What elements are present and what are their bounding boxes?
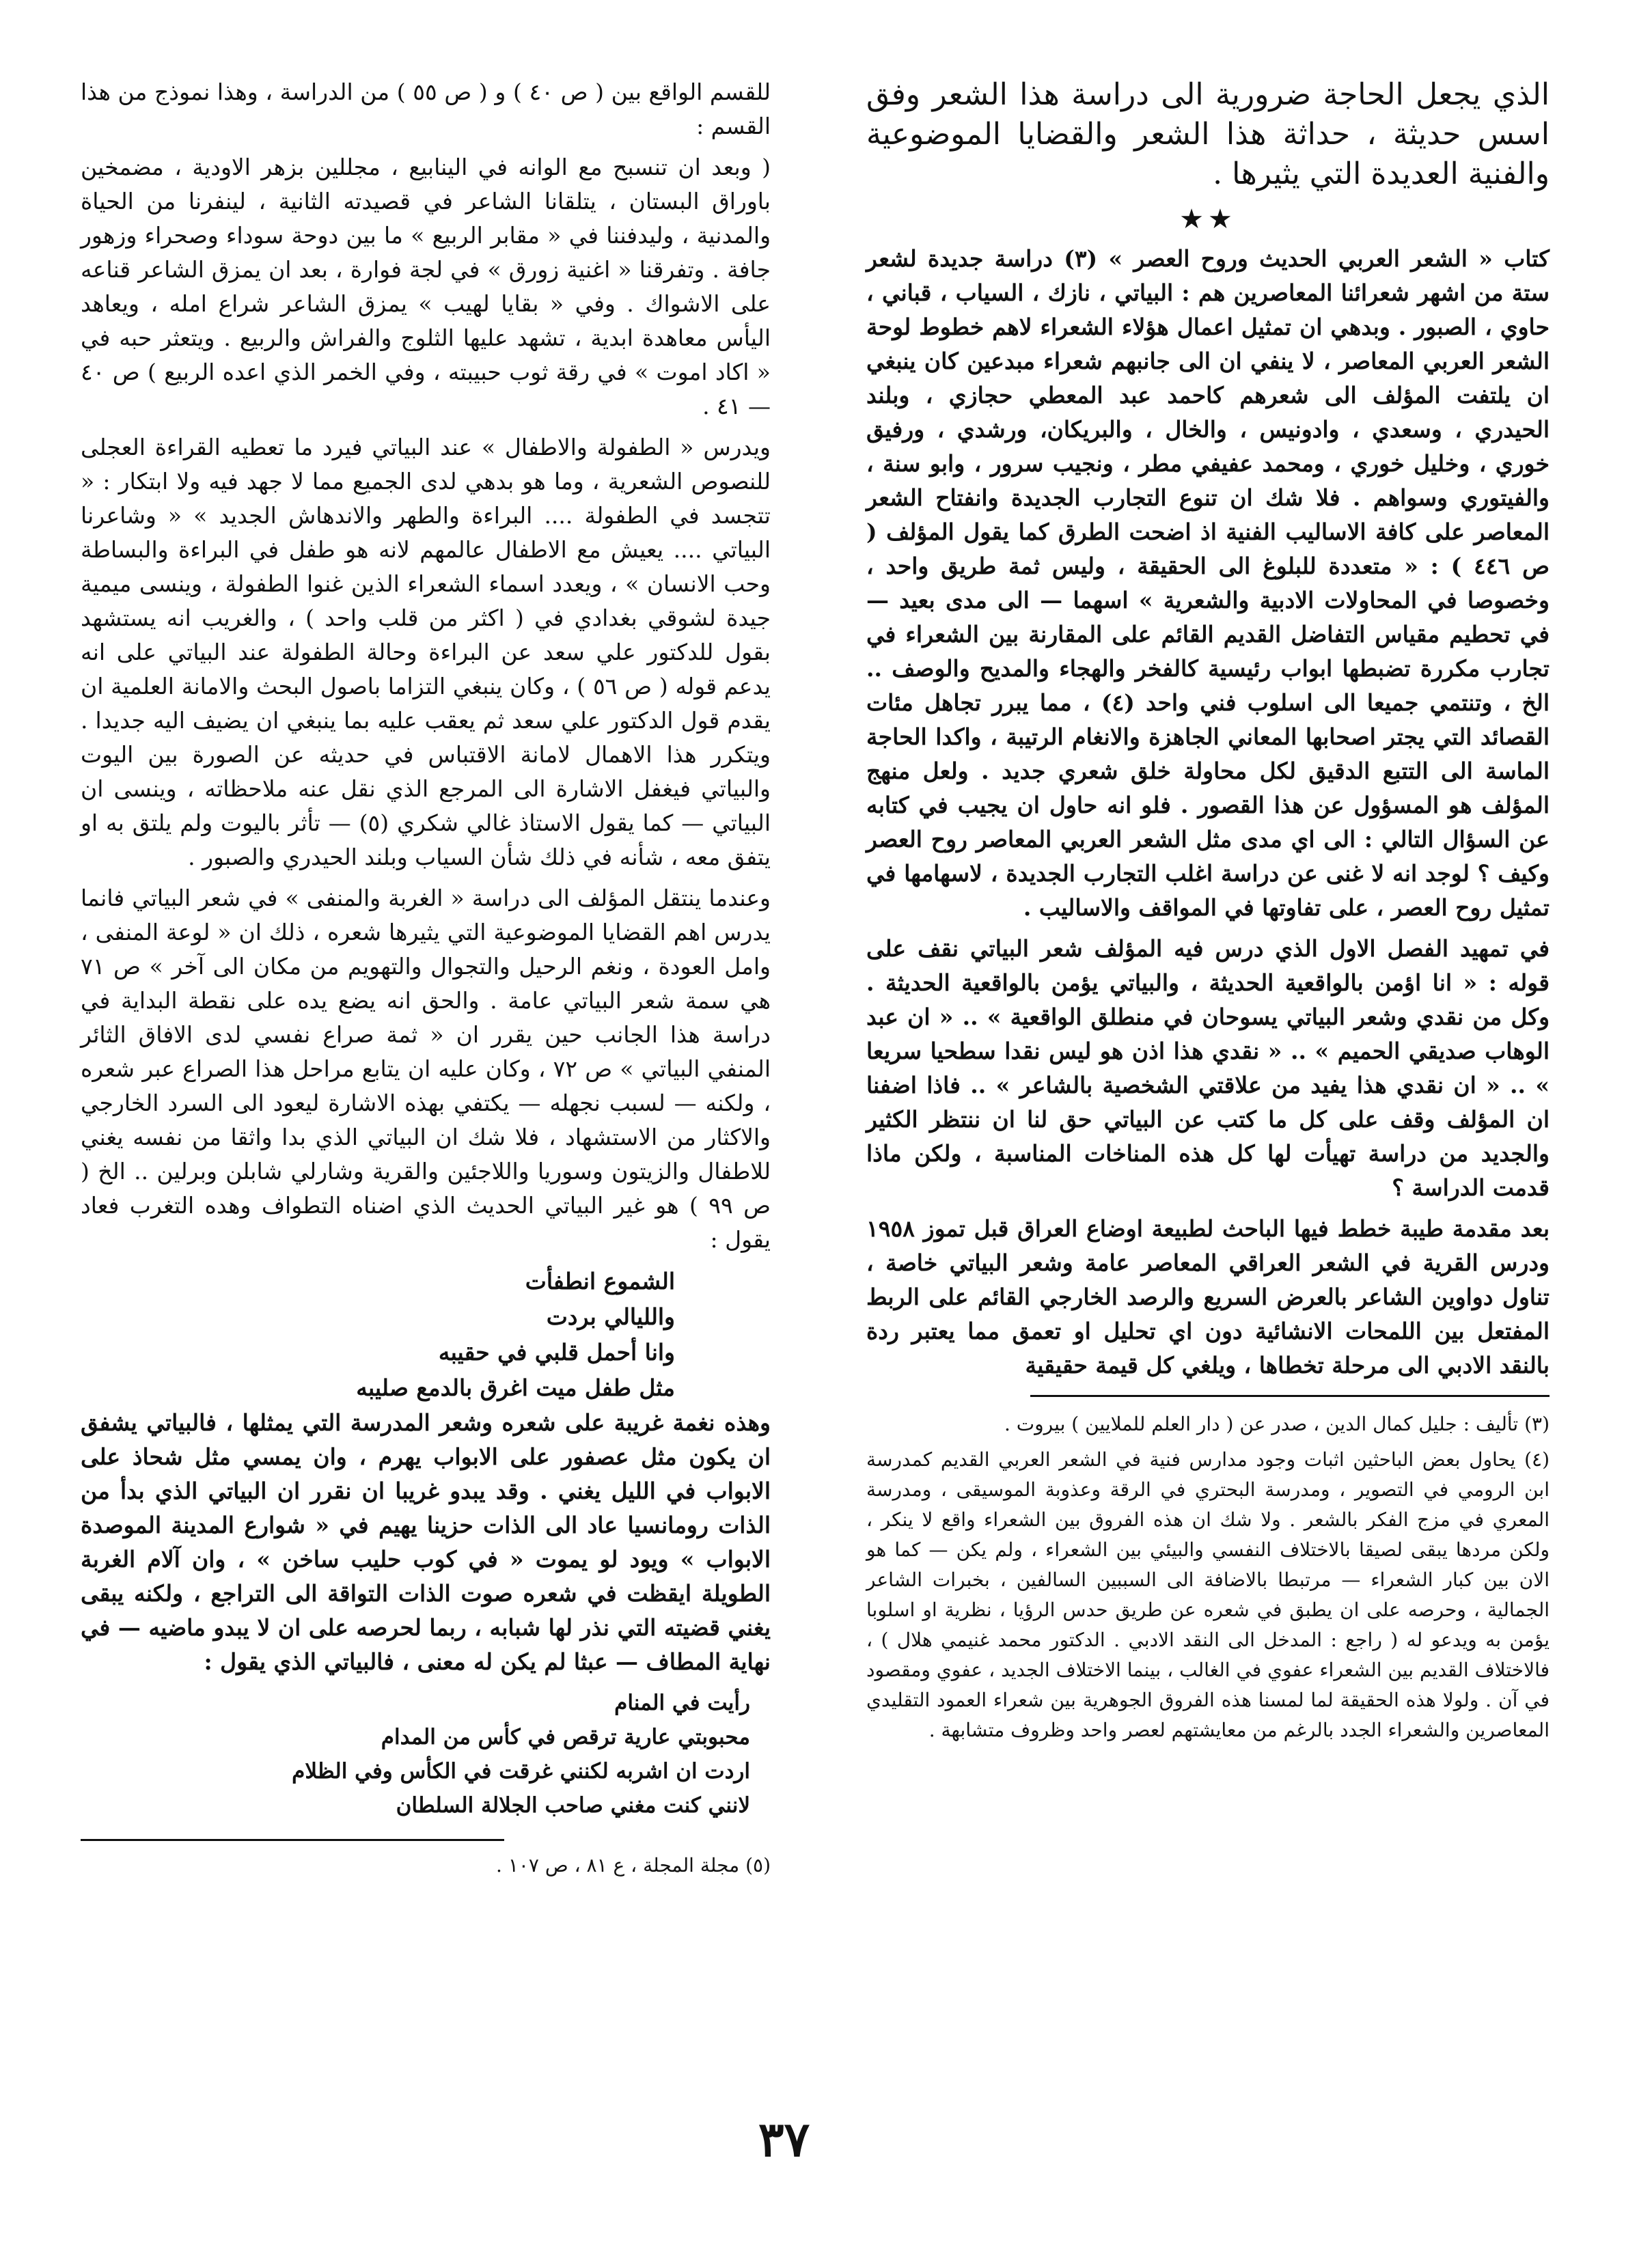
body-paragraph: وعندما ينتقل المؤلف الى دراسة « الغربة والمنفى » في شعر البياتي فانما يدرس اهم القضايا الموضوعية التي يثيرها شعره ، ذلك ان « لوعة المنفى ، وامل العودة ، ونغم الرحيل والتجوال والتهويم من مكان الى آخر » ص ٧١ هي سمة شعر البياتي عامة . والحق انه يضع يده على نقطة البداية في دراسة هذا الجانب حين يقرر ان « ثمة صراع نفسي لدى الافاق الثائر المنفي البياتي » ص ٧٢ ، وكان عليه ان يتابع مراحل هذا الصراع عبر شعره ، ولكنه — لسبب نجهله — يكتفي بهذه الاشارة ليعود الى السرد الخارجي والاكثار من الاستشهاد ، فلا شك ان البياتي الذي بدا واثقا من نفسه يغني للاطفال والزيتون وسوريا واللاجئين والقرية وشارلي شابلن وبرلين .. الخ ( ص ٩٩ ) هو غير البياتي الحديث الذي اضناه التطواف وهده التغرب فعاد يقول : [81, 885, 771, 1253]
section-separator: ★★ [1179, 204, 1237, 235]
footnote-divider [1030, 1395, 1550, 1397]
body-paragraph: بعد مقدمة طيبة خطط فيها الباحث لطبيعة اوضاع العراق قبل تموز ١٩٥٨ ودرس القرية في الشعر العراقي المعاصر عامة وشعر البياتي خاصة ، تناول دواوين الشاعر بالعرض السريع والرصد الخارجي القائم على الربط المفتعل بين اللمحات الانشائية دون اي تحليل او تعمق مما يعتبر ردة بالنقد الادبي الى مرحلة تخطاها ، ويلغي كل قيمة حقيقية [866, 1215, 1550, 1379]
footnote: (٣) تأليف : جليل كمال الدين ، صدر عن ( دار العلم للملايين ) بيروت . [1004, 1413, 1550, 1435]
verse-line: وانا أحمل قلبي في حقيبه [438, 1339, 675, 1366]
page-number: ٣٧ [758, 2111, 810, 2168]
verse-line: رأيت في المنام [614, 1691, 750, 1715]
verse-line: مثل طفل ميت اغرق بالدمع صليبه [356, 1374, 675, 1401]
body-paragraph: ويدرس « الطفولة والاطفال » عند البياتي فيرد ما تعطيه القراءة العجلى للنصوص الشعرية ، وما هو بدهي لدى الجميع مما لا جهد فيه ولا ابتكار : « تتجسد في الطفولة .... البراءة والطهر والاندهاش الجديد » « وشاعرنا البياتي .... يعيش مع الاطفال عالمهم لانه هو طفل في البراءة والبساطة وحب الانسان » ، ويعدد اسماء الشعراء الذين غنوا الطفولة ، وينسى ميمية جيدة لشوقي بغدادي في ( اكثر من قلب واحد ) ، والغريب انه يستشهد بقول للدكتور علي سعد عن البراءة وحالة الطفولة عند البياتي على انه يدعم قوله ( ص ٥٦ ) ، وكان ينبغي التزاما باصول البحث والامانة العلمية ان يقدم قول الدكتور علي سعد ثم يعقب عليه بما ينبغي ان يضيف اليه جديدا . ويتكرر هذا الاهمال لامانة الاقتباس في حديثه عن الصورة بين اليوت والبياتي فيغفل الاشارة الى المرجع الذي نقل عنه ملاحظاته ، وينسى ان البياتي — كما يقول الاستاذ غالي شكري (٥) — تأثر باليوت ولم يلتق به او يتفق معه ، شأنه في ذلك شأن السياب وبلند الحيدري والصبور . [81, 434, 771, 870]
left-column [81, 75, 771, 1886]
poem-excerpt [81, 1264, 771, 1406]
verse-line: الشموع انطفأت [525, 1268, 675, 1295]
body-paragraph: في تمهيد الفصل الاول الذي درس فيه المؤلف شعر البياتي نقف على قوله : « انا اؤمن بالواقعية الحديثة ، والبياتي يؤمن بالواقعية الحديثة . وكل من نقدي وشعر البياتي يسوحان في منطلق الواقعية » .. « ان عبد الوهاب صديقي الحميم » .. « نقدي هذا اذن هو ليس نقدا سطحيا سريعا » .. « ان نقدي هذا يفيد من علاقتي الشخصية بالشاعر » .. فاذا اضفنا ان المؤلف وقف على كل ما كتب عن البياتي حق لنا ان ننتظر الكثير والجديد من دراسة تهيأت لها كل هذه المناخات المناسبة ، ولكن ماذا قدمت الدراسة ؟ [866, 935, 1550, 1201]
poem-excerpt [81, 1686, 771, 1823]
verse-line: لانني كنت مغني صاحب الجلالة السلطان [396, 1793, 750, 1818]
footnote-divider [81, 1839, 504, 1841]
intro-text: الذي يجعل الحاجة ضرورية الى دراسة هذا الشعر وفق اسس حديثة ، حداثة هذا الشعر والقضايا الموضوعية والفنية العديدة التي يثيرها . [866, 77, 1550, 191]
body-paragraph: ( وبعد ان تنسبح مع الوانه في الينابيع ، مجللين بزهر الاودية ، مضمخين باوراق البستان ، يتلقانا الشاعر في قصيدته الثانية ، لينفرنا من الحياة والمدنية ، وليدفننا في « مقابر الربيع » ما بين دوحة سوداء وصحراء وزهور جافة . وتفرقنا « اغنية زورق » في لجة فوارة ، بعد ان يمزق الشاعر قناعه على الاشواك . وفي « بقايا لهيب » يمزق الشاعر شراع امله ، ويعاهد اليأس معاهدة ابدية ، تشهد عليها الثلوج والفراش والربيع . ويتعثر حبه في « اكاد اموت » في رقة ثوب حبيبته ، وفي الخمر الذي اعده الربيع ) ص ٤٠ — ٤١ . [81, 154, 771, 419]
body-paragraph: وهذه نغمة غريبة على شعره وشعر المدرسة التي يمثلها ، فالبياتي يشفق ان يكون مثل عصفور على الابواب يهرم ، وان يمسي مثل شحاذ على الابواب في الليل يغني . وقد يبدو غريبا ان نقرر ان البياتي الذي بدأ من الذات رومانسيا عاد الى الذات حزينا يهيم في « شوارع المدينة الموصدة الابواب » ويود لو يموت « في كوب حليب ساخن » ، وان آلام الغربة الطويلة ايقظت في شعره صوت الذات التواقة الى التراجع ، ولكنه يبقى يغني قضيته التي نذر لها شبابه ، ربما لحرصه على ان لا يبدو ماضيه — في نهاية المطاف — عبثا لم يكن له معنى ، فالبياتي الذي يقول : [81, 1409, 771, 1675]
footnote: (٥) مجلة المجلة ، ع ٨١ ، ص ١٠٧ . [496, 1854, 771, 1877]
right-column [866, 75, 1550, 1751]
body-paragraph: للقسم الواقع بين ( ص ٤٠ ) و ( ص ٥٥ ) من الدراسة ، وهذا نموذج من هذا القسم : [81, 79, 771, 139]
body-paragraph: كتاب « الشعر العربي الحديث وروح العصر » (٣) دراسة جديدة لشعر ستة من اشهر شعرائنا المعاصرين هم : البياتي ، نازك ، السياب ، قباني ، حاوي ، الصبور . وبدهي ان تمثيل اعمال هؤلاء الشعراء لاهم خطوط لوحة الشعر العربي المعاصر ، لا ينفي ان الى جانبهم شعراء مبدعين كان ينبغي ان يلتفت المؤلف الى شعرهم كاحمد عبد المعطي حجازي ، وبلند الحيدري ، وسعدي ، وادونيس ، والخال ، والبريكان، ورشدي ، ورفيق خوري ، وخليل خوري ، ومحمد عفيفي مطر ، ونجيب سرور ، وابو سنة ، والفيتوري وسواهم . فلا شك ان تنوع التجارب الجديدة وانفتاح الشعر المعاصر على كافة الاساليب الفنية اذ اضحت الطرق كما يقول المؤلف ( ص ٤٤٦ ) : « متعددة للبلوغ الى الحقيقة ، وليس ثمة طريق واحد ، وخصوصا في المحاولات الادبية والشعرية » اسهما — الى مدى بعيد — في تحطيم مقياس التفاضل القديم القائم على المقارنة بين الشعراء في تجارب مكررة تضبطها ابواب رئيسية كالفخر والهجاء والمديح والوصف .. الخ ، وتنتمي جميعا الى اسلوب فني واحد (٤) ، مما يبرر تجاهل مئات القصائد التي يجتر اصحابها المعاني الجاهزة والانغام الرتيبة ، واكدا الحاجة الماسة الى التتبع الدقيق لكل محاولة خلق شعري جديد . ولعل منهج المؤلف هو المسؤول عن هذا القصور . فلو انه حاول ان يجيب في كتابه عن السؤال التالي : الى اي مدى مثل الشعر العربي المعاصر روح العصر وكيف ؟ لوجد انه لا غنى عن دراسة اغلب التجارب الجديدة ، لاسهامها في تمثيل روح العصر ، على تفاوتها في المواقف والاساليب . [866, 245, 1550, 921]
verse-line: محبوبتي عارية ترقص في كأس من المدام [381, 1725, 750, 1749]
verse-line: والليالي بردت [546, 1303, 675, 1330]
footnote: (٤) يحاول بعض الباحثين اثبات وجود مدارس فنية في الشعر العربي القديم كمدرسة ابن الرومي في التصوير ، ومدرسة البحتري في الرقة وعذوبة الموسيقى ، ومدرسة المعري في مزج الفكر بالشعر . ولا شك ان هذه الفروق بين الشعراء واقع لا ينكر ، ولكن مردها يبقى لصيقا بالاختلاف النفسي والبيئي بين الشعراء ، ولم يكن — كما هو الان بين كبار الشعراء — مرتبطا بالاضافة الى السببين السالفين ، بخبرات الشاعر الجمالية ، وحرصه على ان يطبق في شعره عن طريق حدس الرؤيا ، نظرية او اسلوبا يؤمن به ويدعو له ( راجع : المدخل الى النقد الادبي . الدكتور محمد غنيمي هلال ) ، فالاختلاف القديم بين الشعراء عفوي في الغالب ، بينما الاختلاف الجديد ، عفوي ومقصود في آن . ولولا هذه الحقيقة لما لمسنا هذه الفروق الجوهرية بين شعراء العمود التقليدي المعاصرين والشعراء الجدد بالرغم من معايشتهم لعصر واحد وظروف متشابهة . [866, 1448, 1550, 1741]
verse-line: اردت ان اشربه لكنني غرقت في الكأس وفي الظلام [292, 1759, 750, 1784]
